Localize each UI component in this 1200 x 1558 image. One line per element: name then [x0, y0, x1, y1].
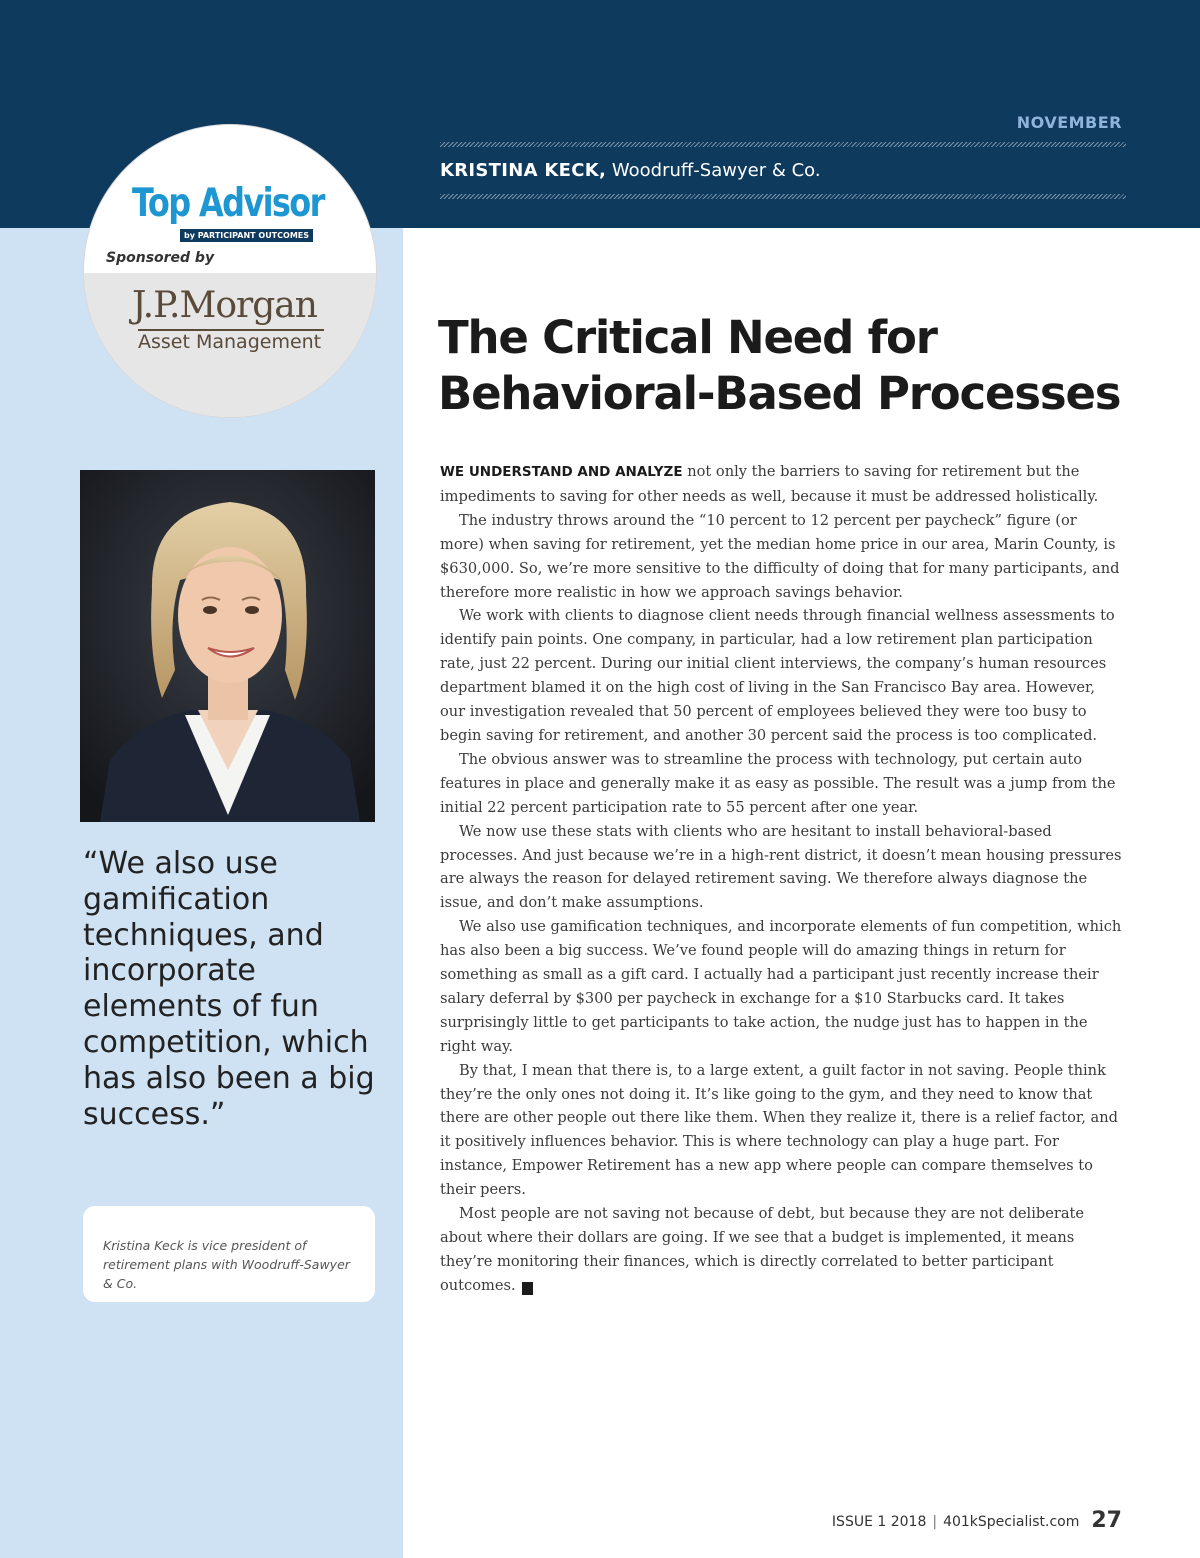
article-paragraph-text: Most people are not saving not because of debt, but because they are not deliberate about where their dollars are going. If we see that a budget is implemented, it means they’re monitoring their finances, which is directly correlated to better participant outcomes. [440, 1205, 1085, 1294]
article-paragraph-text: not only the barriers to saving for retirement but the impediments to saving for other needs as well, because it must be addressed holistically. [440, 463, 1099, 505]
article-paragraph: The obvious answer was to streamline the process with technology, put certain auto features in place and generally make it as easy as possible. The result was a jump from the initial 22 percent participation rate to 55 percent after one year. [440, 750, 1116, 816]
header-rule-bottom [440, 194, 1126, 199]
page-footer [0, 1508, 1122, 1533]
author-bio-box [83, 1206, 375, 1302]
author-portrait-illustration [80, 470, 375, 822]
sponsor-logo-name: J.P.Morgan [132, 285, 317, 326]
headline-line-1: The Critical Need for [438, 311, 937, 364]
footer-separator: | [932, 1514, 938, 1530]
article-paragraph: We now use these stats with clients who are hesitant to install behavioral-based processes. And just because we’re in a high-rent district, it doesn’t mean housing pressures are always the reason for delayed retirement saving. We therefore always diagnose the issue, and don’t make assumptions. [440, 822, 1122, 912]
article-paragraph: The industry throws around the “10 percent to 12 percent per paycheck” figure (or more) when saving for retirement, yet the median home price in our area, Marin County, is $630,000. So, we’re more sensitive to the difficulty of doing that for many participants, and therefore more realistic in how we approach savings behavior. [440, 511, 1120, 601]
article-paragraph: We work with clients to diagnose client needs through financial wellness assessments to identify pain points. One company, in particular, had a low retirement plan participation rate, just 22 percent. During our initial client interviews, the company’s human resources department blamed it on the high cost of living in the San Francisco Bay area. However, our investigation revealed that 50 percent of employees believed they were too busy to begin saving for retirement, and another 30 percent said the process is too complicated. [440, 607, 1115, 744]
article-paragraph [440, 1202, 1124, 1298]
article-paragraph: By that, I mean that there is, to a large extent, a guilt factor in not saving. People think they’re the only ones not doing it. It’s like going to the gym, and they need to know that there are other people out there like them. When they realize it, there is a relief factor, and it positively influences behavior. This is where technology can play a huge part. For instance, Empower Retirement has a new app where people can compare themselves to their peers. [440, 1061, 1118, 1199]
author-photo [80, 470, 375, 822]
pull-quote: “We also use gamification techniques, and incorporate elements of fun competition, which has also been a big success.” [83, 846, 375, 1132]
article-paragraph: We also use gamification techniques, and incorporate elements of fun competition, which has also been a big success. We’ve found people will do amazing things in return for something as small as a gift card. I actually had a participant just recently increase their salary deferral by $300 per paycheck in exchange for a $10 Starbucks card. It takes surprisingly little to get participants to take action, the nudge just has to happen in the right way. [440, 918, 1122, 1055]
end-mark-icon: K [522, 1282, 533, 1295]
sponsored-by-label: Sponsored by [106, 250, 215, 266]
badge-title: Top Advisor [132, 181, 324, 226]
page-number: 27 [1091, 1508, 1122, 1533]
author-bio: Kristina Keck is vice president of retirement plans with Woodruff-Sawyer & Co. [103, 1238, 350, 1291]
sponsor-logo-division: Asset Management [138, 331, 322, 353]
byline [440, 160, 821, 181]
article-body [440, 460, 1124, 1298]
headline-line-2: Behavioral-Based Processes [438, 367, 1121, 420]
byline-affiliation: Woodruff-Sawyer & Co. [611, 160, 821, 181]
byline-author: KRISTINA KECK, [440, 160, 607, 181]
article-lead-in: WE UNDERSTAND AND ANALYZE [440, 464, 683, 480]
header-rule-top [440, 142, 1126, 147]
article-paragraph [440, 460, 1124, 509]
footer-site: 401kSpecialist.com [943, 1514, 1080, 1530]
top-advisor-badge [84, 125, 376, 417]
issue-month: NOVEMBER [1016, 113, 1122, 132]
article-headline [438, 310, 1158, 422]
footer-issue: ISSUE 1 2018 [831, 1514, 927, 1530]
badge-subtitle: by PARTICIPANT OUTCOMES [180, 229, 313, 242]
